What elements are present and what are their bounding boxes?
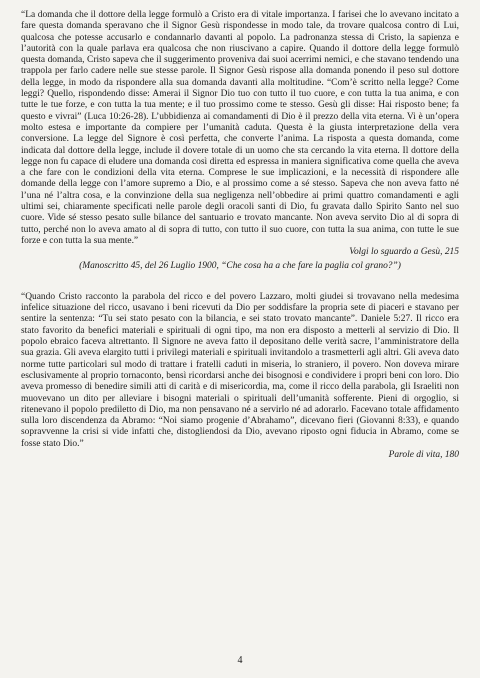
passage-2-text: “Quando Cristo racconto la parabola del ricco e del povero Lazzaro, molti giudei si trovavano nella medesima infelice situazione del ricco, usavano i beni ricevuti da Dio per soddisfare la propria sete di piaceri e stavano per sentire la sentenza: “Tu sei stato pesato con la bilancia, e sei stato trovato mancante”. Daniele 5:27. Il ricco era stato favorito da benefici materiali e spirituali di ogni tipo, ma non era disposto a metterli al servizio di Dio. Il popolo ebraico faceva altrettanto. Il Signore ne aveva fatto il depositano delle verità sacre, l’amministratore della sua grazia. Gli aveva elargito tutti i privilegi materiali e spirituali invitandolo a trasmetterli agli altri. Gli aveva dato norme tutte particolari sul modo di trattare i fratelli caduti in miseria, lo straniero, il povero. Non doveva mirare esclusivamente al proprio tornaconto, bensì ricordarsi anche dei bisognosi e condividere i propri beni con loro. Dio aveva promesso di benedire simili atti di carità e di misericordia, ma, come il ricco della parabola, gli Israeliti non muovevano un dito per alleviare i bisogni materiali o spirituali dell’umanità sofferente. Pieni di orgoglio, si ritenevano il popolo prediletto di Dio, ma non pensavano né a servirlo né ad adorarlo. Facevano totale affidamento sulla loro discendenza da Abramo: “Noi siamo progenie d’Abrahamo”, dicevano fieri (Giovanni 8:33), e quando sopravvenne la crisi si vide infatti che, distogliendosi da Dio, avevano riposto ogni fiducia in Abramo, come se fosse stato Dio.” (21, 291, 459, 449)
passage-2 (21, 292, 459, 461)
section-gap (21, 272, 459, 292)
passage-1-text: “La domanda che il dottore della legge formulò a Cristo era di vitale importanza. I farisei che lo avevano incitato a fare questa domanda speravano che il Signor Gesù rispondesse in modo tale, da trovare qualcosa contro di Lui, qualcosa che potesse accusarlo e condannarlo davanti al popolo. La padronanza stessa di Cristo, la sapienza e l’autorità con la quale parlava era qualcosa che non riuscivano a capire. Quando il dottore della legge formulò questa domanda, Cristo sapeva che il suggerimento proveniva dai suoi acerrimi nemici, e che stavano tendendo una trappola per farlo cadere nelle sue stesse parole. Il Signor Gesù rispose alla domanda ponendo il peso sul dottore della legge, in modo da rispondere alla sua domanda davanti alla moltitudine. “Com’è scritto nella legge? Come leggi? Quello, rispondendo disse: Amerai il Signor Dio tuo con tutto il tuo cuore, e con tutta la tua anima, e con tutte le tue forze, e con tutta la tua mente; e il tuo prossimo come te stesso. Gesù gli disse: Hai risposto bene; fa questo e vivrai” (Luca 10:26-28). L’ubbidienza ai comandamenti di Dio è il prezzo della vita eterna. Vi è un’opera molto estesa e importante da compiere per l’umanità caduta. Questa è la giusta interpretazione della vera conversione. La legge del Signore è così perfetta, che converte l’anima. La risposta a questa domanda, come indicata dal dottore della legge, include il dovere totale di un uomo che sta cercando la vita eterna. Il dottore della legge non fu capace di eludere una domanda così diretta ed espressa in maniera significativa come quella che aveva a che fare con le condizioni della vita eterna. Comprese le sue implicazioni, e la necessità di rispondere alle domande della legge con l’amore supremo a Dio, e al prossimo come a sé stesso. Sapeva che non aveva fatto né l’una né l’altra cosa, e la convinzione della sua negligenza nell’obbedire ai primi quattro comandamenti e agli ultimi sei, chiaramente specificati nelle parole degli oracoli santi di Dio, fu gravata dallo Spirito Santo nel suo cuore. Vide sé stesso pesato sulle bilance del santuario e trovato mancante. Non aveva servito Dio al di sopra di tutto, perché non lo aveva amato al di sopra di tutto, con tutto il suo cuore, con tutta la sua anima, con tutte le sue forze e con tutta la sua mente.” (21, 10, 459, 246)
page-number: 4 (237, 655, 243, 666)
passage-1 (21, 10, 459, 259)
passage-1-source: Volgi lo sguardo a Gesù, 215 (349, 247, 459, 258)
passage-2-source: Parole di vita, 180 (388, 449, 459, 460)
passage-1-caption: (Manoscritto 45, del 26 Luglio 1900, “Che cosa ha a che fare la paglia col grano?”) (79, 260, 401, 271)
